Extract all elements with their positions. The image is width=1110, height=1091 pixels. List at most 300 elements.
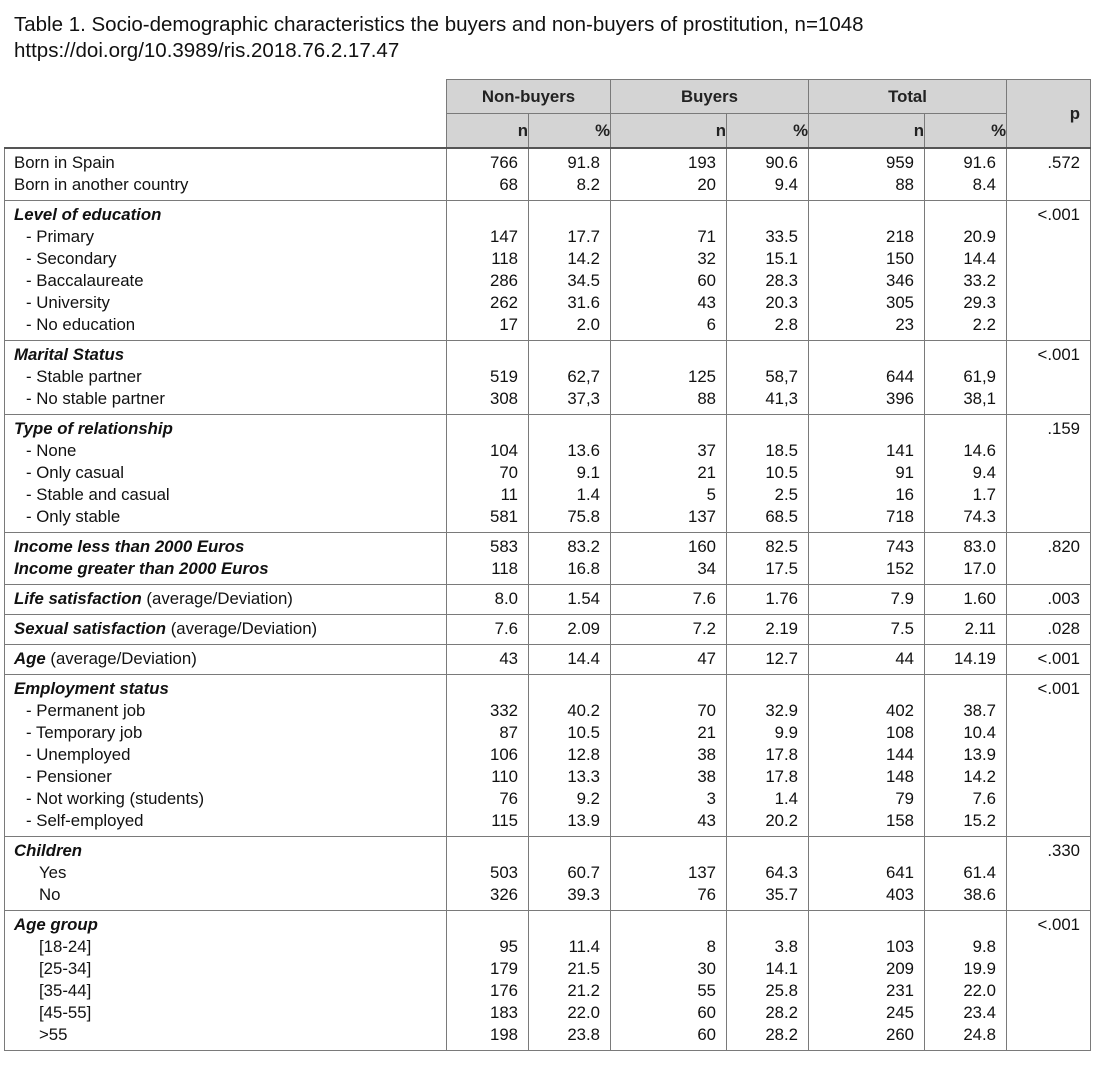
table-cell: 7.6 [692, 589, 716, 608]
value-column [809, 201, 925, 341]
value-column [809, 911, 925, 1051]
table-cell: 75.8 [567, 507, 600, 526]
table-cell: 8.2 [576, 175, 600, 194]
table-cell: 396 [886, 389, 914, 408]
table-cell: 71 [697, 227, 716, 246]
value-column [529, 585, 611, 615]
table-cell: 43 [697, 811, 716, 830]
section-title-text: Sexual satisfaction [14, 619, 167, 638]
value-column [447, 615, 529, 645]
table-cell: 7.6 [972, 789, 996, 808]
table-cell: 47 [697, 649, 716, 668]
table-cell: 39.3 [567, 885, 600, 904]
table-cell: 33.2 [963, 271, 996, 290]
section-title-suffix: (average/Deviation) [45, 649, 197, 668]
header-non-buyers: Non-buyers [447, 80, 611, 114]
value-column [447, 837, 529, 911]
table-cell: 29.3 [963, 293, 996, 312]
table-cell: 30 [697, 959, 716, 978]
table-cell: 403 [886, 885, 914, 904]
table-cell: 17.5 [765, 559, 798, 578]
table-caption [14, 12, 864, 64]
p-value-cell [1007, 148, 1091, 201]
value-column [809, 645, 925, 675]
table-cell: 118 [491, 249, 518, 268]
value-column [611, 585, 727, 615]
table-cell: 2.5 [774, 485, 798, 504]
value-column [447, 415, 529, 533]
table-cell: 28.2 [765, 1025, 798, 1044]
value-column [447, 585, 529, 615]
value-column [925, 675, 1007, 837]
row-label: [35-44] [39, 981, 92, 1000]
table-cell: 38,1 [963, 389, 996, 408]
table-cell: 34 [697, 559, 716, 578]
row-label: - No stable partner [26, 389, 165, 408]
value-column [611, 533, 727, 585]
table-cell: 3.8 [774, 937, 798, 956]
table-cell: 519 [490, 367, 518, 386]
table-cell: 7.9 [890, 589, 914, 608]
value-column [925, 415, 1007, 533]
table-row [5, 675, 1091, 837]
value-column [809, 675, 925, 837]
value-column [447, 201, 529, 341]
table-cell: 3 [706, 789, 716, 808]
table-cell: 19.9 [963, 959, 996, 978]
table-cell: 14.6 [963, 441, 996, 460]
table-cell: 581 [490, 507, 518, 526]
table-cell: 95 [499, 937, 518, 956]
table-section [5, 585, 1091, 615]
table-cell: 14.4 [963, 249, 996, 268]
table-cell: 68 [499, 175, 518, 194]
table-section [5, 148, 1091, 201]
table-cell: 7.6 [494, 619, 518, 638]
table-cell: 20.9 [963, 227, 996, 246]
section-title-text: Employment status [14, 679, 169, 698]
header-n: n [611, 114, 727, 149]
table-cell: 21.2 [567, 981, 600, 1000]
value-column [809, 837, 925, 911]
table-cell: 13.6 [567, 441, 600, 460]
row-label: - None [26, 441, 77, 460]
table-cell: 104 [490, 441, 518, 460]
table-section [5, 341, 1091, 415]
value-column [447, 341, 529, 415]
row-label-cell [5, 148, 447, 201]
table-cell: 91.8 [567, 153, 600, 172]
p-value-cell [1007, 341, 1091, 415]
value-column [447, 675, 529, 837]
table-cell: 2.19 [765, 619, 798, 638]
value-column [809, 148, 925, 201]
table-cell: 55 [697, 981, 716, 1000]
table-cell: 76 [499, 789, 518, 808]
doi-link[interactable]: https://doi.org/10.3989/ris.2018.76.2.17.47 [14, 39, 400, 62]
table-cell: 14.2 [567, 249, 600, 268]
p-value-cell [1007, 585, 1091, 615]
table-cell: 183 [490, 1003, 518, 1022]
table-cell: 82.5 [765, 537, 798, 556]
table-cell: 61,9 [963, 367, 996, 386]
table-cell: 9.8 [972, 937, 996, 956]
table-cell: 2.2 [972, 315, 996, 334]
table-cell: 44 [895, 649, 914, 668]
table-cell: 24.8 [963, 1025, 996, 1044]
value-column [727, 837, 809, 911]
row-label: - Baccalaureate [26, 271, 144, 290]
row-label-cell [5, 341, 447, 415]
row-label: Income greater than 2000 Euros [14, 559, 269, 578]
table-cell: 262 [490, 293, 518, 312]
table-cell: 62,7 [567, 367, 600, 386]
table-cell: 193 [688, 153, 716, 172]
table-cell: 16 [895, 485, 914, 504]
table-cell: 198 [490, 1025, 518, 1044]
table-cell: 43 [499, 649, 518, 668]
row-label-cell [5, 837, 447, 911]
table-cell: 12.7 [765, 649, 798, 668]
section-title-text: Children [14, 841, 83, 860]
value-column [611, 415, 727, 533]
table-cell: 32 [697, 249, 716, 268]
table-section [5, 533, 1091, 585]
value-column [611, 911, 727, 1051]
table-cell: 1.7 [972, 485, 996, 504]
value-column [529, 201, 611, 341]
row-label: - Only stable [26, 507, 121, 526]
value-column [727, 911, 809, 1051]
table-cell: 13.9 [963, 745, 996, 764]
value-column [611, 645, 727, 675]
section-title [14, 204, 446, 226]
section-title-text: Marital Status [14, 345, 125, 364]
table-cell: 91 [895, 463, 914, 482]
table-cell: 34.5 [567, 271, 600, 290]
table-cell: 148 [886, 767, 914, 786]
section-title [14, 648, 446, 670]
table-cell: 308 [490, 389, 518, 408]
p-value-cell [1007, 837, 1091, 911]
value-column [611, 615, 727, 645]
p-value: .330 [1047, 841, 1080, 860]
p-value: <.001 [1037, 345, 1080, 364]
table-cell: 83.2 [567, 537, 600, 556]
value-column [727, 148, 809, 201]
row-label: - No education [26, 315, 136, 334]
row-label-cell [5, 615, 447, 645]
table-cell: 40.2 [567, 701, 600, 720]
table-cell: 402 [886, 701, 914, 720]
table-cell: 32.9 [765, 701, 798, 720]
row-label-cell [5, 201, 447, 341]
table-cell: 176 [490, 981, 518, 1000]
value-column [727, 585, 809, 615]
table-row [5, 341, 1091, 415]
table-cell: 2.09 [567, 619, 600, 638]
table-title: Table 1. Socio-demographic characteristics the buyers and non-buyers of prostitution, n=1048 [14, 13, 864, 36]
table-cell: 14.4 [567, 649, 600, 668]
value-column [529, 415, 611, 533]
table-cell: 28.2 [765, 1003, 798, 1022]
value-column [925, 837, 1007, 911]
value-column [727, 201, 809, 341]
header-n: n [447, 114, 529, 149]
table-cell: 14.1 [765, 959, 798, 978]
table-cell: 718 [886, 507, 914, 526]
table-cell: 8 [706, 937, 716, 956]
table-cell: 160 [688, 537, 716, 556]
header-pct: % [727, 114, 809, 149]
table-cell: 12.8 [567, 745, 600, 764]
table-cell: 43 [697, 293, 716, 312]
table-cell: 61.4 [963, 863, 996, 882]
table-cell: 959 [886, 153, 914, 172]
table-cell: 7.2 [692, 619, 716, 638]
table-cell: 58,7 [765, 367, 798, 386]
row-label: [18-24] [39, 937, 92, 956]
table-cell: 305 [886, 293, 914, 312]
value-column [529, 533, 611, 585]
table-cell: 137 [688, 507, 716, 526]
row-label: - Self-employed [26, 811, 144, 830]
table-cell: 110 [491, 767, 518, 786]
p-value-cell [1007, 675, 1091, 837]
value-column [447, 148, 529, 201]
table-cell: 25.8 [765, 981, 798, 1000]
table-cell: 13.3 [567, 767, 600, 786]
table-cell: 23.4 [963, 1003, 996, 1022]
table-cell: 79 [895, 789, 914, 808]
table-cell: 68.5 [765, 507, 798, 526]
table-cell: 10.5 [567, 723, 600, 742]
p-value: .028 [1047, 619, 1080, 638]
table-cell: 147 [490, 227, 518, 246]
value-column [611, 675, 727, 837]
table-cell: 23.8 [567, 1025, 600, 1044]
table-cell: 16.8 [567, 559, 600, 578]
table-cell: 7.5 [890, 619, 914, 638]
table-cell: 70 [499, 463, 518, 482]
table-cell: 20 [697, 175, 716, 194]
table-cell: 144 [886, 745, 914, 764]
table-cell: 9.4 [972, 463, 996, 482]
value-column [727, 675, 809, 837]
row-label: - Unemployed [26, 745, 131, 764]
table-cell: 17 [499, 315, 518, 334]
table-row [5, 585, 1091, 615]
section-title-text: Type of relationship [14, 419, 173, 438]
row-label: - Pensioner [26, 767, 112, 786]
table-cell: 23 [895, 315, 914, 334]
table-cell: 91.6 [963, 153, 996, 172]
table-cell: 218 [886, 227, 914, 246]
table-row [5, 911, 1091, 1051]
table-cell: 13.9 [567, 811, 600, 830]
table-cell: 231 [886, 981, 914, 1000]
table-cell: 106 [490, 745, 518, 764]
value-column [925, 585, 1007, 615]
table-cell: 22.0 [567, 1003, 600, 1022]
table-cell: 245 [886, 1003, 914, 1022]
header-total: Total [809, 80, 1007, 114]
value-column [925, 533, 1007, 585]
table-cell: 503 [490, 863, 518, 882]
value-column [529, 837, 611, 911]
value-column [529, 615, 611, 645]
table-cell: 21 [697, 723, 716, 742]
table-cell: 209 [886, 959, 914, 978]
table-section [5, 415, 1091, 533]
table-cell: 260 [886, 1025, 914, 1044]
value-column [727, 645, 809, 675]
table-cell: 38.7 [963, 701, 996, 720]
row-label: - Primary [26, 227, 95, 246]
table-cell: 2.8 [774, 315, 798, 334]
p-value-cell [1007, 533, 1091, 585]
value-column [925, 341, 1007, 415]
value-column [727, 533, 809, 585]
section-title [14, 418, 446, 440]
value-column [611, 148, 727, 201]
table-cell: 21 [697, 463, 716, 482]
value-column [809, 341, 925, 415]
header-pct: % [529, 114, 611, 149]
row-label: Income less than 2000 Euros [14, 537, 245, 556]
table-row [5, 148, 1091, 201]
value-column [925, 148, 1007, 201]
section-title-text: Age group [14, 915, 98, 934]
table-cell: 60 [697, 1003, 716, 1022]
value-column [925, 615, 1007, 645]
table-cell: 286 [490, 271, 518, 290]
table-cell: 158 [886, 811, 914, 830]
table-cell: 641 [886, 863, 914, 882]
p-value-cell [1007, 415, 1091, 533]
row-label: [25-34] [39, 959, 92, 978]
row-label-cell [5, 533, 447, 585]
row-label: Born in another country [14, 175, 189, 194]
section-title-suffix: (average/Deviation) [166, 619, 318, 638]
row-label: - Permanent job [26, 701, 146, 720]
value-column [611, 201, 727, 341]
table-cell: 1.60 [963, 589, 996, 608]
p-value: .159 [1047, 419, 1080, 438]
table-cell: 179 [490, 959, 518, 978]
row-label: No [39, 885, 61, 904]
table-cell: 9.1 [576, 463, 600, 482]
row-label: - Stable partner [26, 367, 142, 386]
section-title-text: Age [14, 649, 46, 668]
p-value: <.001 [1037, 205, 1080, 224]
table-cell: 15.2 [963, 811, 996, 830]
table-cell: 41,3 [765, 389, 798, 408]
table-section [5, 615, 1091, 645]
section-title [14, 914, 446, 936]
row-label: Born in Spain [14, 153, 115, 172]
table-cell: 37 [697, 441, 716, 460]
p-value: <.001 [1037, 649, 1080, 668]
value-column [611, 341, 727, 415]
value-column [529, 675, 611, 837]
table-cell: 150 [886, 249, 914, 268]
row-label-cell [5, 585, 447, 615]
section-title-text: Level of education [14, 205, 162, 224]
table-row [5, 415, 1091, 533]
table-section [5, 201, 1091, 341]
table-cell: 6 [706, 315, 716, 334]
table-cell: 14.2 [963, 767, 996, 786]
p-value: .820 [1047, 537, 1080, 556]
table-cell: 38.6 [963, 885, 996, 904]
row-label: - Stable and casual [26, 485, 170, 504]
table-row [5, 837, 1091, 911]
table-cell: 11.4 [568, 937, 600, 956]
table-cell: 9.4 [774, 175, 798, 194]
table-cell: 88 [895, 175, 914, 194]
section-title [14, 588, 446, 610]
value-column [447, 533, 529, 585]
header-pct: % [925, 114, 1007, 149]
table-cell: 2.11 [964, 619, 996, 638]
row-label: Yes [39, 863, 67, 882]
table-cell: 17.7 [567, 227, 600, 246]
table-cell: 60 [697, 1025, 716, 1044]
value-column [447, 911, 529, 1051]
value-column [925, 911, 1007, 1051]
table-cell: 64.3 [765, 863, 798, 882]
table-cell: 21.5 [567, 959, 600, 978]
p-value-cell [1007, 615, 1091, 645]
p-value-cell [1007, 201, 1091, 341]
header-buyers: Buyers [611, 80, 809, 114]
table-cell: 1.4 [774, 789, 798, 808]
table-cell: 8.0 [494, 589, 518, 608]
table-section [5, 911, 1091, 1051]
row-label: - Not working (students) [26, 789, 205, 808]
table-cell: 17.8 [765, 745, 798, 764]
value-column [727, 341, 809, 415]
table-cell: 118 [491, 559, 518, 578]
table-cell: 326 [490, 885, 518, 904]
section-title-text: Life satisfaction [14, 589, 142, 608]
table-cell: 644 [886, 367, 914, 386]
header-n: n [809, 114, 925, 149]
value-column [809, 615, 925, 645]
table-cell: 74.3 [963, 507, 996, 526]
table-cell: 115 [491, 811, 518, 830]
section-title [14, 840, 446, 862]
row-label: >55 [39, 1025, 68, 1044]
table-cell: 5 [706, 485, 716, 504]
table-cell: 37,3 [567, 389, 600, 408]
table-section [5, 675, 1091, 837]
row-label: - Temporary job [26, 723, 143, 742]
table-cell: 20.2 [765, 811, 798, 830]
value-column [529, 645, 611, 675]
table-section [5, 645, 1091, 675]
table-cell: 76 [697, 885, 716, 904]
p-value-cell [1007, 645, 1091, 675]
table-cell: 2.0 [576, 315, 600, 334]
table-cell: 332 [490, 701, 518, 720]
table-cell: 1.76 [765, 589, 798, 608]
value-column [529, 341, 611, 415]
table-cell: 346 [886, 271, 914, 290]
table-cell: 141 [886, 441, 914, 460]
table-cell: 28.3 [765, 271, 798, 290]
